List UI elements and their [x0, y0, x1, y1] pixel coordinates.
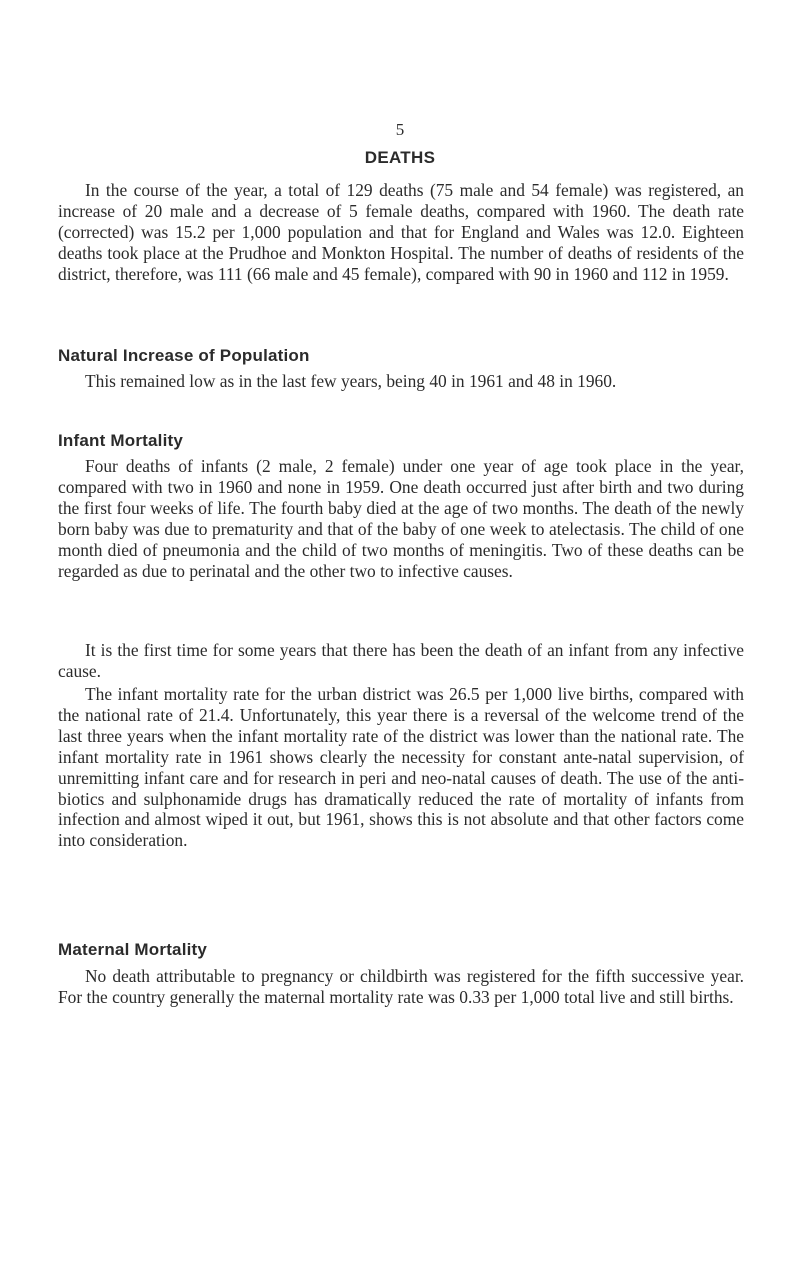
natural-increase-heading: Natural Increase of Population	[58, 346, 310, 365]
infant-mortality-paragraph-3: The infant mortality rate for the urban district was 26.5 per 1,000 live births, compared with the national rate of 21.4. Unfortunately, this year there is a reversal of the welcome trend of the last three years when the infant mortality rate of the district was lower than the national rate. The infant mortality rate in 1961 shows clearly the necessity for constant ante-natal supervision, of unremitting infant care and for research in peri and neo-natal causes of death. The use of the anti-biotics and sulphonamide drugs has dramatically reduced the rate of mortality of infants from infection and almost wiped it out, but 1961, shows this is not absolute and that other factors come into consideration.	[58, 684, 744, 851]
page-number: 5	[395, 120, 405, 139]
maternal-mortality-heading: Maternal Mortality	[58, 940, 208, 959]
maternal-mortality-paragraph: No death attributable to pregnancy or childbirth was registered for the fifth successive year. For the country generally the maternal mortality rate was 0.33 per 1,000 total live and still births.	[58, 966, 744, 1007]
page-title: DEATHS	[364, 148, 436, 167]
infant-mortality-heading: Infant Mortality	[58, 431, 184, 450]
deaths-paragraph: In the course of the year, a total of 129 deaths (75 male and 54 female) was registered, an increase of 20 male and a decrease of 5 female deaths, compared with 1960. The death rate (corrected) was 15.2 per 1,000 population and that for England and Wales was 12.0. Eighteen deaths took place at the Prudhoe and Monkton Hospital. The number of deaths of residents of the district, therefore, was 111 (66 male and 45 female), compared with 90 in 1960 and 112 in 1959.	[58, 180, 744, 284]
natural-increase-paragraph: This remained low as in the last few years, being 40 in 1961 and 48 in 1960.	[85, 371, 617, 391]
infant-mortality-paragraph-2: It is the first time for some years that there has been the death of an infant from any infective cause.	[58, 640, 744, 681]
infant-mortality-paragraph-1: Four deaths of infants (2 male, 2 female) under one year of age took place in the year, compared with two in 1960 and none in 1959. One death occurred just after birth and two during the first four weeks of life. The fourth baby died at the age of two months. The death of the newly born baby was due to prematurity and that of the baby of one week to atelectasis. The child of one month died of pneumonia and the child of two months of meningitis. Two of these deaths can be regarded as due to perinatal and the other two to infective causes.	[58, 456, 744, 581]
